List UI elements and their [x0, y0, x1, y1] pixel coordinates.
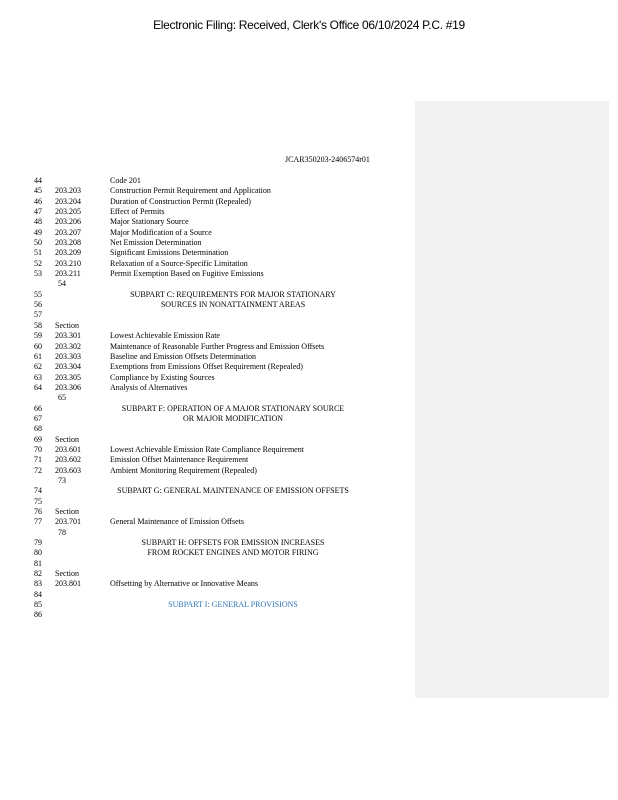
- line-number: 81: [34, 558, 42, 568]
- document-line: [0, 362, 415, 372]
- line-number: 66: [34, 403, 42, 413]
- subpart-heading: SUBPART H: OFFSETS FOR EMISSION INCREASES: [141, 538, 325, 548]
- line-number: 72: [34, 465, 42, 475]
- subpart-heading: SUBPART G: GENERAL MAINTENANCE OF EMISSION OFFSETS: [117, 486, 349, 496]
- line-number: 68: [34, 424, 42, 434]
- section-number: 203.209: [55, 248, 81, 258]
- document-line: [0, 600, 415, 610]
- document-line: [0, 435, 415, 445]
- section-title: Ambient Monitoring Requirement (Repealed): [110, 465, 257, 475]
- line-number: 60: [34, 341, 42, 351]
- section-number: 203.205: [55, 207, 81, 217]
- section-title: Significant Emissions Determination: [110, 248, 229, 258]
- section-title: Code 201: [110, 176, 141, 185]
- line-number: 77: [34, 517, 42, 527]
- document-line: [0, 197, 415, 207]
- document-line: [0, 445, 415, 455]
- section-number: 203.601: [55, 444, 81, 454]
- line-number: 56: [34, 300, 42, 310]
- document-line: [0, 207, 415, 217]
- section-number: 203.302: [55, 341, 81, 351]
- document-line: [0, 393, 415, 403]
- section-number: 203.801: [55, 579, 81, 589]
- line-number: 52: [34, 258, 42, 268]
- section-title: Lowest Achievable Emission Rate: [110, 331, 220, 341]
- section-number: 203.210: [55, 258, 81, 268]
- section-title: Net Emission Determination: [110, 238, 202, 248]
- document-line: [0, 238, 415, 248]
- document-line: [0, 528, 415, 538]
- section-number: Section: [55, 569, 79, 579]
- document-id: JCAR350203-2406574r01: [285, 155, 370, 164]
- line-number: 75: [34, 496, 42, 506]
- section-title: Major Modification of a Source: [110, 227, 212, 237]
- line-number: 83: [34, 579, 42, 589]
- document-line: [0, 228, 415, 238]
- section-title: Permit Exemption Based on Fugitive Emissions: [110, 269, 264, 279]
- line-number: 50: [34, 238, 42, 248]
- document-line: [0, 610, 415, 620]
- line-number: 61: [34, 351, 42, 361]
- section-title: Emission Offset Maintenance Requirement: [110, 455, 249, 465]
- section-title: General Maintenance of Emission Offsets: [110, 517, 245, 527]
- document-line: [0, 455, 415, 465]
- line-number: 80: [34, 548, 42, 558]
- section-number: 203.701: [55, 517, 81, 527]
- section-number: 203.603: [55, 465, 81, 475]
- section-title: Construction Permit Requirement and Application: [110, 186, 271, 196]
- document-line: [0, 373, 415, 383]
- line-number: 64: [34, 382, 42, 392]
- line-number: 44: [34, 176, 42, 185]
- line-number: 85: [34, 600, 42, 610]
- document-line: [0, 217, 415, 227]
- line-number: 71: [34, 455, 42, 465]
- section-title: Analysis of Alternatives: [110, 382, 188, 392]
- document-line: [0, 579, 415, 589]
- document-line: [0, 290, 415, 300]
- line-number: 76: [34, 507, 42, 516]
- section-title: Lowest Achievable Emission Rate Compliance Requirement: [110, 444, 304, 454]
- document-line: [0, 507, 415, 517]
- document-line: [0, 517, 415, 527]
- subpart-heading: SOURCES IN NONATTAINMENT AREAS: [160, 300, 306, 310]
- line-number: 86: [34, 610, 42, 620]
- section-number: 203.305: [55, 372, 81, 382]
- section-number: 203.207: [55, 227, 81, 237]
- line-number: 79: [34, 538, 42, 548]
- subpart-heading: SUBPART F: OPERATION OF A MAJOR STATIONARY SOURCE: [121, 403, 345, 413]
- line-number: 55: [34, 289, 42, 299]
- line-number: 58: [34, 320, 42, 330]
- line-number: 51: [34, 248, 42, 258]
- section-title: Relaxation of a Source-Specific Limitation: [110, 258, 248, 268]
- section-title: Offsetting by Alternative or Innovative Means: [110, 579, 259, 589]
- line-number: 53: [34, 269, 42, 279]
- line-number: 70: [34, 444, 42, 454]
- section-title: Effect of Permits: [110, 207, 165, 217]
- line-number: 63: [34, 372, 42, 382]
- document-line: [0, 321, 415, 331]
- document-line: [0, 248, 415, 258]
- filing-header: Electronic Filing: Received, Clerk's Office 06/10/2024 P.C. #19: [153, 18, 465, 32]
- document-line: [0, 186, 415, 196]
- table-of-contents: [0, 176, 415, 621]
- document-line: [0, 559, 415, 569]
- subpart-heading: SUBPART I: GENERAL PROVISIONS: [168, 600, 298, 610]
- document-line: [0, 176, 415, 186]
- document-line: [0, 476, 415, 486]
- section-title: Compliance by Existing Sources: [110, 372, 215, 382]
- section-number: Section: [55, 434, 79, 444]
- line-number: 69: [34, 434, 42, 444]
- line-number: 49: [34, 227, 42, 237]
- section-number: 203.211: [55, 269, 81, 279]
- section-number: 203.602: [55, 455, 81, 465]
- line-number: 67: [34, 413, 42, 423]
- line-number: 45: [34, 186, 42, 196]
- section-title: Major Stationary Source: [110, 217, 189, 227]
- document-line: [0, 497, 415, 507]
- section-number: 203.306: [55, 382, 81, 392]
- section-number: 203.208: [55, 238, 81, 248]
- line-number: 73: [58, 475, 66, 485]
- line-number: 65: [58, 393, 66, 403]
- document-line: [0, 590, 415, 600]
- document-line: [0, 331, 415, 341]
- subpart-heading: OR MAJOR MODIFICATION: [182, 413, 283, 423]
- document-line: [0, 414, 415, 424]
- section-number: 203.301: [55, 331, 81, 341]
- subpart-heading: FROM ROCKET ENGINES AND MOTOR FIRING: [147, 548, 319, 558]
- line-number: 82: [34, 569, 42, 579]
- document-line: [0, 538, 415, 548]
- document-line: [0, 424, 415, 434]
- document-line: [0, 279, 415, 289]
- line-number: 54: [58, 279, 66, 289]
- document-line: [0, 404, 415, 414]
- section-number: 203.303: [55, 351, 81, 361]
- line-number: 62: [34, 362, 42, 372]
- line-number: 78: [58, 527, 66, 537]
- section-number: 203.204: [55, 196, 81, 206]
- section-number: 203.304: [55, 362, 81, 372]
- document-line: [0, 548, 415, 558]
- section-title: Duration of Construction Permit (Repealed): [110, 196, 251, 206]
- document-line: [0, 269, 415, 279]
- section-title: Exemptions from Emissions Offset Requirement (Repealed): [110, 362, 303, 372]
- section-number: Section: [55, 320, 79, 330]
- section-number: 203.203: [55, 186, 81, 196]
- document-line: [0, 486, 415, 496]
- line-number: 47: [34, 207, 42, 217]
- document-line: [0, 466, 415, 476]
- document-line: [0, 569, 415, 579]
- line-number: 57: [34, 310, 42, 320]
- document-line: [0, 383, 415, 393]
- section-number: Section: [55, 507, 79, 516]
- line-number: 59: [34, 331, 42, 341]
- document-line: [0, 300, 415, 310]
- line-number: 74: [34, 486, 42, 496]
- document-line: [0, 342, 415, 352]
- document-line: [0, 352, 415, 362]
- document-line: [0, 259, 415, 269]
- section-title: Baseline and Emission Offsets Determination: [110, 351, 257, 361]
- section-title: Maintenance of Reasonable Further Progress and Emission Offsets: [110, 341, 325, 351]
- document-line: [0, 310, 415, 320]
- line-number: 84: [34, 589, 42, 599]
- line-number: 48: [34, 217, 42, 227]
- section-number: 203.206: [55, 217, 81, 227]
- subpart-heading: SUBPART C: REQUIREMENTS FOR MAJOR STATIONARY: [130, 289, 336, 299]
- line-number: 46: [34, 196, 42, 206]
